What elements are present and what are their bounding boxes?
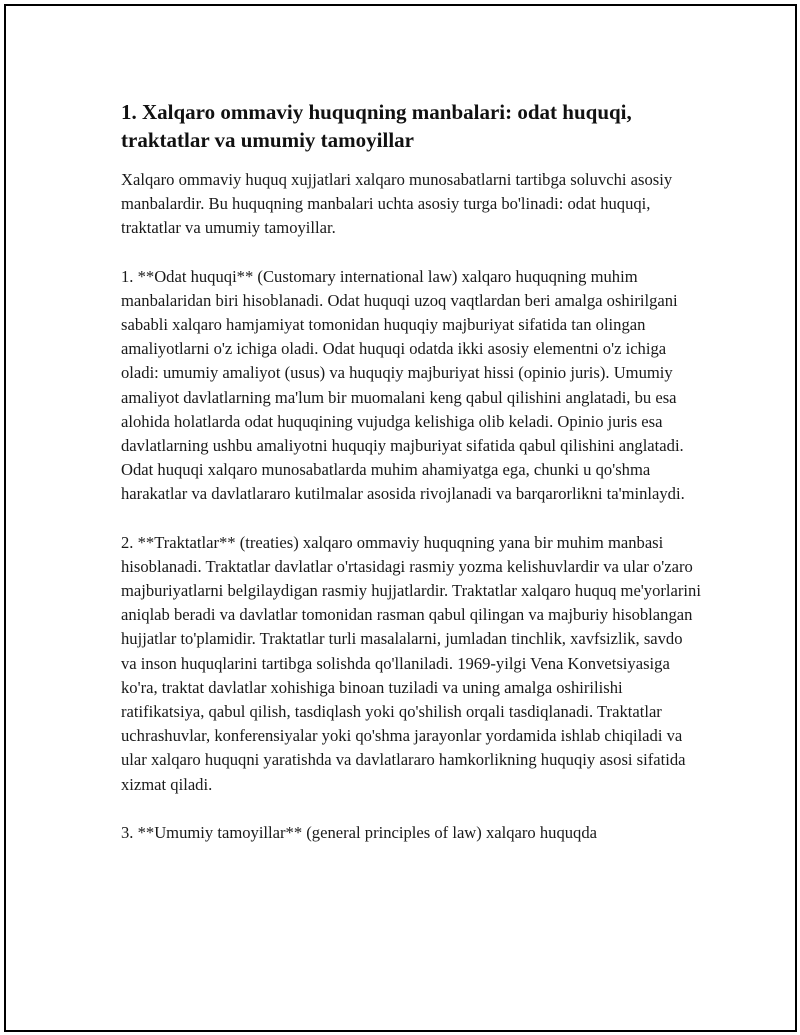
treaties-paragraph: 2. **Traktatlar** (treaties) xalqaro ommaviy huquqning yana bir muhim manbasi hisoblanadi. Traktatlar davlatlar o'rtasidagi rasmiy yozma kelishuvlardir va ular o'zaro majburiyatlarni belgilaydigan rasmiy hujjatlardir. Traktatlar xalqaro huquq me'yorlarini aniqlab beradi va davlatlar tomonidan rasman qabul qilingan va majburiy hisoblangan hujjatlar to'plamidir. Traktatlar turli masalalarni, jumladan tinchlik, xavfsizlik, savdo va inson huquqlarini tartibga solishda qo'llaniladi. 1969-yilgi Vena Konvetsiyasiga ko'ra, traktat davlatlar xohishiga binoan tuziladi va uning amalga oshirilishi ratifikatsiya, qabul qilish, tasdiqlash yoki qo'shilish orqali tasdiqlanadi. Traktatlar uchrashuvlar, konferensiyalar yoki qo'shma jarayonlar yordamida ishlab chiqiladi va ular xalqaro huquqni yaratishda va davlatlararo hamkorlikning huquqiy asosi sifatida xizmat qiladi.: [121, 532, 701, 794]
page-frame: [4, 4, 797, 1032]
general-principles-paragraph: 3. **Umumiy tamoyillar** (general principles of law) xalqaro huquqda: [121, 822, 598, 842]
intro-paragraph: Xalqaro ommaviy huquq xujjatlari xalqaro munosabatlarni tartibga soluvchi asosiy manbalardir. Bu huquqning manbalari uchta asosiy turga bo'linadi: odat huquqi, traktatlar va umumiy tamoyillar.: [121, 170, 673, 238]
customary-law-paragraph: 1. **Odat huquqi** (Customary international law) xalqaro huquqning muhim manbalaridan biri hisoblanadi. Odat huquqi uzoq vaqtlardan beri amalga oshirilgani sababli xalqaro hamjamiyat tomonidan huquqiy majburiyat sifatida tan olingan amaliyotlarni o'z ichiga oladi. Odat huquqi odatda ikki asosiy elementni o'z ichiga oladi: umumiy amaliyot (usus) va huquqiy majburiyat hissi (opinio juris). Umumiy amaliyot davlatlarning ma'lum bir muomalani keng qabul qilishini anglatadi, bu esa alohida holatlarda odat huquqining vujudga kelishiga olib keladi. Opinio juris esa davlatlarning ushbu amaliyotni huquqiy majburiyat sifatida qabul qilishini anglatadi. Odat huquqi xalqaro munosabatlarda muhim ahamiyatga ega, chunki u qo'shma harakatlar va davlatlararo kutilmalar asosida rivojlanadi va barqarorlikni ta'minlaydi.: [121, 266, 685, 504]
document-heading: 1. Xalqaro ommaviy huquqning manbalari: odat huquqi, traktatlar va umumiy tamoyillar: [121, 100, 632, 152]
document-body: [121, 98, 701, 869]
